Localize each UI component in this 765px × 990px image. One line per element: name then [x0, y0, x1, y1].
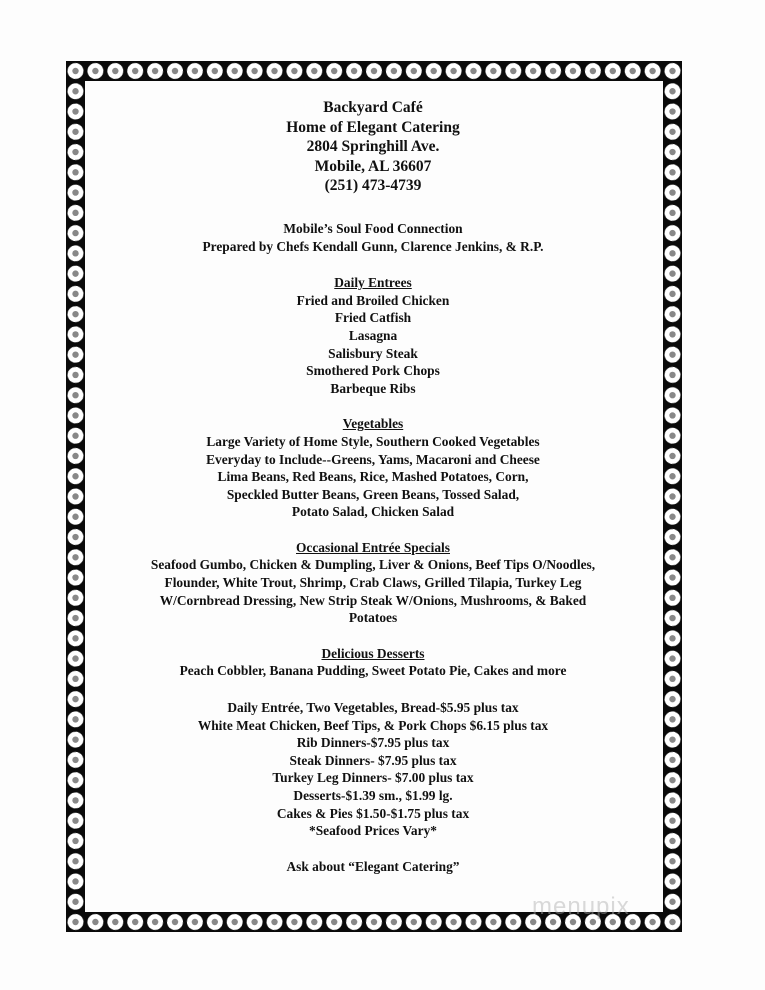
flower-icon	[68, 326, 84, 342]
flower-icon	[68, 691, 84, 707]
flower-icon	[68, 732, 84, 748]
flower-icon	[247, 63, 263, 79]
list-item: W/Cornbread Dressing, New Strip Steak W/Onions, Mushrooms, & Baked	[159, 592, 587, 608]
list-item: Lasagna	[348, 327, 398, 343]
flower-icon	[68, 367, 84, 383]
flower-icon	[127, 63, 143, 79]
flower-icon	[207, 914, 223, 930]
entrees-section	[86, 274, 660, 397]
flower-icon	[68, 407, 84, 423]
flower-icon	[346, 63, 362, 79]
flower-icon	[665, 792, 681, 808]
flower-icon	[68, 833, 84, 849]
flower-icon	[505, 914, 521, 930]
section-title: Vegetables	[342, 416, 404, 432]
flower-icon	[665, 124, 681, 140]
flower-icon	[665, 894, 681, 910]
flower-icon	[446, 914, 462, 930]
flower-icon	[466, 914, 482, 930]
flower-icon	[665, 104, 681, 120]
list-item: Potato Salad, Chicken Salad	[291, 504, 455, 520]
flower-icon	[68, 590, 84, 606]
flower-icon	[665, 691, 681, 707]
flower-icon	[585, 63, 601, 79]
flower-icon	[68, 509, 84, 525]
flower-icon	[386, 914, 402, 930]
list-item: Barbeque Ribs	[330, 380, 416, 396]
list-item: Peach Cobbler, Banana Pudding, Sweet Potato Pie, Cakes and more	[179, 663, 567, 679]
flower-icon	[68, 873, 84, 889]
flower-icon	[665, 772, 681, 788]
flower-icon	[426, 914, 442, 930]
price-line: Turkey Leg Dinners- $7.00 plus tax	[272, 770, 474, 786]
flower-icon	[426, 63, 442, 79]
flower-icon	[107, 63, 123, 79]
flower-icon	[665, 205, 681, 221]
list-item: Lima Beans, Red Beans, Rice, Mashed Potatoes, Corn,	[217, 469, 529, 485]
flower-icon	[68, 387, 84, 403]
flower-icon	[665, 63, 681, 79]
flower-icon	[68, 853, 84, 869]
flower-icon	[68, 651, 84, 667]
flower-icon	[505, 63, 521, 79]
flower-icon	[665, 326, 681, 342]
list-item: Large Variety of Home Style, Southern Cooked Vegetables	[206, 433, 540, 449]
address-street: 2804 Springhill Ave.	[306, 138, 440, 156]
flower-icon	[665, 914, 681, 930]
flower-icon	[525, 63, 541, 79]
flower-icon	[665, 711, 681, 727]
flower-icon	[286, 63, 302, 79]
flower-icon	[68, 124, 84, 140]
flower-icon	[326, 914, 342, 930]
flower-icon	[625, 63, 641, 79]
flower-icon	[68, 914, 84, 930]
section-title: Occasional Entrée Specials	[296, 539, 450, 555]
flower-icon	[68, 347, 84, 363]
flower-icon	[68, 529, 84, 545]
flower-icon	[68, 164, 84, 180]
list-item: Fried and Broiled Chicken	[296, 292, 450, 308]
price-line: *Seafood Prices Vary*	[309, 823, 437, 839]
flower-icon	[68, 286, 84, 302]
restaurant-name: Backyard Café	[323, 99, 423, 116]
flower-icon	[665, 529, 681, 545]
flower-icon	[306, 63, 322, 79]
flower-icon	[665, 448, 681, 464]
flower-icon	[665, 509, 681, 525]
flower-icon	[68, 225, 84, 241]
flower-icon	[68, 63, 84, 79]
flower-icon	[665, 630, 681, 646]
price-line: Desserts-$1.39 sm., $1.99 lg.	[293, 788, 453, 803]
list-item: Seafood Gumbo, Chicken & Dumpling, Liver & Onions, Beef Tips O/Noodles,	[150, 557, 596, 573]
flower-icon	[485, 63, 501, 79]
section-title: Daily Entrees	[334, 275, 412, 291]
flower-icon	[187, 914, 203, 930]
flower-icon	[665, 387, 681, 403]
flower-icon	[665, 367, 681, 383]
flower-icon	[665, 853, 681, 869]
list-item: Everyday to Include--Greens, Yams, Macaroni and Cheese	[206, 451, 540, 467]
flower-icon	[386, 63, 402, 79]
flower-icon	[68, 711, 84, 727]
list-item: Flounder, White Trout, Shrimp, Crab Claws, Grilled Tilapia, Turkey Leg	[164, 575, 582, 591]
desserts-section	[86, 645, 660, 680]
flower-icon	[68, 549, 84, 565]
flower-icon	[665, 610, 681, 626]
flower-icon	[665, 347, 681, 363]
flower-icon	[227, 914, 243, 930]
catering-section	[86, 858, 660, 876]
flower-icon	[665, 225, 681, 241]
flower-icon	[665, 428, 681, 444]
flower-icon	[366, 63, 382, 79]
flower-icon	[665, 407, 681, 423]
flower-icon	[87, 63, 103, 79]
flower-icon	[68, 671, 84, 687]
flower-icon	[167, 63, 183, 79]
flower-icon	[665, 813, 681, 829]
flower-icon	[485, 914, 501, 930]
flower-icon	[645, 914, 661, 930]
flower-icon	[605, 63, 621, 79]
price-line: Cakes & Pies $1.50-$1.75 plus tax	[276, 805, 470, 821]
list-item: Salisbury Steak	[328, 345, 418, 361]
flower-icon	[565, 63, 581, 79]
flower-icon	[68, 630, 84, 646]
flower-icon	[665, 306, 681, 322]
flower-icon	[68, 428, 84, 444]
flower-icon	[665, 651, 681, 667]
list-item: Speckled Butter Beans, Green Beans, Tossed Salad,	[226, 486, 520, 502]
menu-content	[86, 98, 660, 875]
flower-icon	[147, 914, 163, 930]
flower-icon	[267, 914, 283, 930]
flower-icon	[665, 752, 681, 768]
flower-icon	[306, 914, 322, 930]
flower-icon	[366, 914, 382, 930]
flower-icon	[167, 914, 183, 930]
flower-icon	[68, 144, 84, 160]
flower-icon	[68, 792, 84, 808]
flower-icon	[665, 732, 681, 748]
price-line: Steak Dinners- $7.95 plus tax	[289, 752, 457, 768]
flower-icon	[68, 306, 84, 322]
flower-icon	[406, 914, 422, 930]
vegetables-section	[86, 415, 660, 521]
prices-section	[86, 699, 660, 840]
list-item: Smothered Pork Chops	[306, 363, 440, 379]
flower-icon	[147, 63, 163, 79]
flower-icon	[665, 833, 681, 849]
flower-icon	[665, 144, 681, 160]
flower-icon	[665, 185, 681, 201]
flower-icon	[68, 468, 84, 484]
flower-icon	[446, 63, 462, 79]
list-item: Fried Catfish	[334, 310, 412, 326]
flower-icon	[247, 914, 263, 930]
price-line: White Meat Chicken, Beef Tips, & Pork Chops $6.15 plus tax	[197, 717, 549, 733]
list-item: Potatoes	[348, 610, 398, 626]
flower-icon	[68, 448, 84, 464]
flower-icon	[68, 104, 84, 120]
flower-icon	[346, 914, 362, 930]
flower-icon	[665, 164, 681, 180]
catering-line: Ask about “Elegant Catering”	[286, 858, 460, 874]
flower-icon	[127, 914, 143, 930]
flower-icon	[545, 63, 561, 79]
flower-icon	[68, 205, 84, 221]
flower-icon	[466, 63, 482, 79]
flower-icon	[267, 63, 283, 79]
price-line: Rib Dinners-$7.95 plus tax	[296, 735, 450, 751]
flower-icon	[68, 894, 84, 910]
flower-icon	[406, 63, 422, 79]
flower-icon	[207, 63, 223, 79]
flower-icon	[665, 83, 681, 99]
chefs-line: Prepared by Chefs Kendall Gunn, Clarence Jenkins, & R.P.	[202, 238, 544, 254]
flower-icon	[286, 914, 302, 930]
flower-icon	[68, 813, 84, 829]
flower-icon	[665, 671, 681, 687]
flower-icon	[665, 245, 681, 261]
flower-icon	[665, 468, 681, 484]
flower-icon	[645, 63, 661, 79]
restaurant-subtitle: Home of Elegant Catering	[286, 118, 460, 136]
flower-icon	[107, 914, 123, 930]
tagline: Mobile’s Soul Food Connection	[283, 220, 463, 236]
flower-icon	[665, 570, 681, 586]
flower-icon	[87, 914, 103, 930]
flower-icon	[68, 610, 84, 626]
flower-icon	[68, 570, 84, 586]
flower-icon	[227, 63, 243, 79]
restaurant-header	[86, 98, 660, 196]
flower-icon	[665, 549, 681, 565]
flower-icon	[68, 266, 84, 282]
flower-icon	[68, 772, 84, 788]
flower-icon	[326, 63, 342, 79]
specials-section	[86, 539, 660, 627]
tagline-section	[86, 220, 660, 255]
flower-icon	[665, 873, 681, 889]
flower-icon	[68, 245, 84, 261]
flower-icon	[665, 489, 681, 505]
price-line: Daily Entrée, Two Vegetables, Bread-$5.95 plus tax	[227, 700, 519, 716]
flower-icon	[665, 266, 681, 282]
flower-icon	[68, 83, 84, 99]
flower-icon	[187, 63, 203, 79]
flower-icon	[665, 286, 681, 302]
flower-icon	[665, 590, 681, 606]
flower-icon	[68, 752, 84, 768]
flower-icon	[68, 185, 84, 201]
phone-number: (251) 473-4739	[324, 177, 422, 195]
flower-icon	[68, 489, 84, 505]
watermark-logo: menupix	[532, 893, 630, 920]
address-city: Mobile, AL 36607	[314, 157, 432, 175]
section-title: Delicious Desserts	[321, 645, 425, 661]
